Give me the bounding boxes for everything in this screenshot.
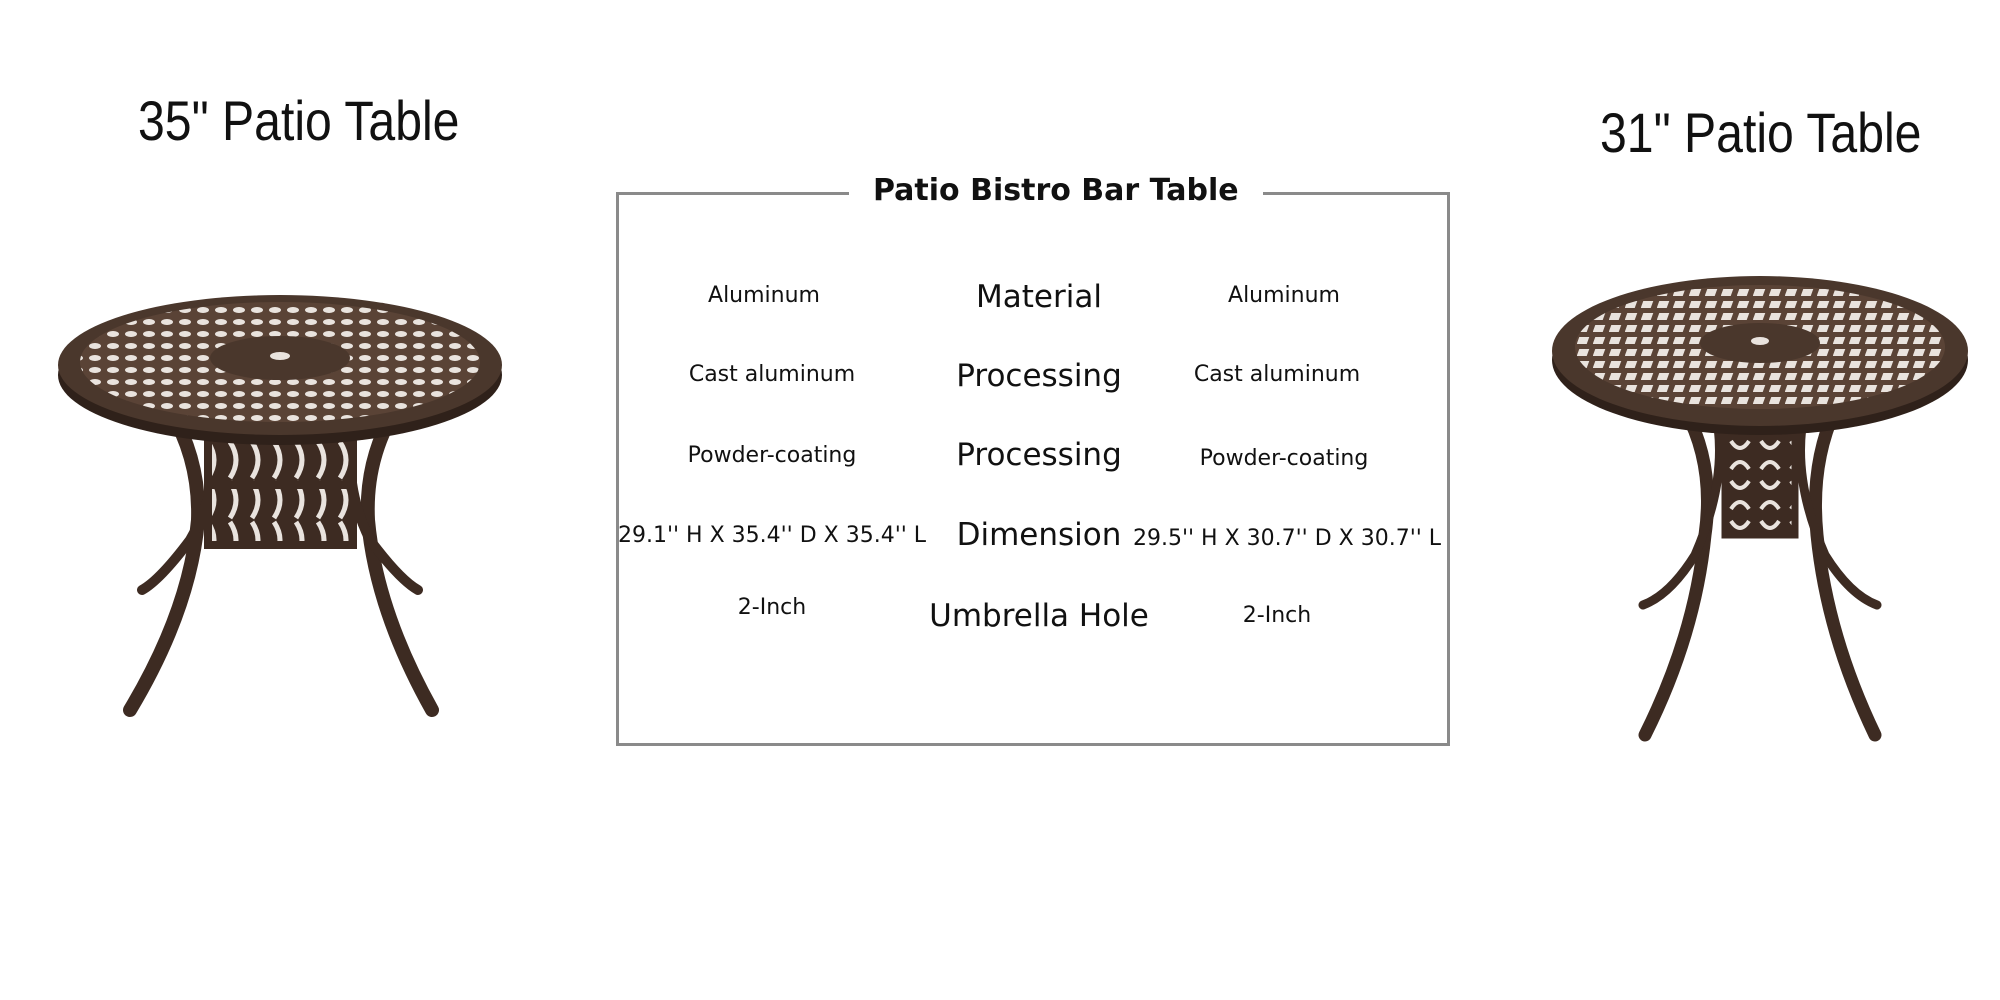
spec-table-title: Patio Bistro Bar Table [849,173,1263,208]
left-value: Cast aluminum [688,362,856,387]
spec-row-umbrella-hole [619,595,1447,635]
left-value: 29.1'' H X 35.4'' D X 35.4'' L [617,523,927,548]
spec-row-material [619,279,1447,323]
spec-row-processing-2 [619,437,1447,483]
attribute-label: Material [976,279,1102,315]
left-value: 2-Inch [737,595,807,620]
spec-comparison-box [616,173,1450,746]
right-value: Aluminum [1228,283,1340,308]
round-patio-table-31-image [1545,275,1975,745]
attribute-label: Dimension [956,517,1122,553]
round-patio-table-35-image [50,280,510,740]
left-value: Powder-coating [687,443,857,468]
left-product-title: 35" Patio Table [138,89,460,152]
attribute-label: Processing [956,358,1122,394]
right-value: 29.5'' H X 30.7'' D X 30.7'' L [1132,526,1442,551]
attribute-label: Umbrella Hole [929,598,1149,634]
right-product-title: 31" Patio Table [1600,101,1922,164]
right-value: Cast aluminum [1193,362,1361,387]
right-value: 2-Inch [1242,603,1312,628]
left-value: Aluminum [708,283,820,308]
spec-row-dimension [617,517,1447,563]
right-value: Powder-coating [1199,446,1369,471]
attribute-label: Processing [956,437,1122,473]
spec-row-processing-1 [619,358,1447,402]
